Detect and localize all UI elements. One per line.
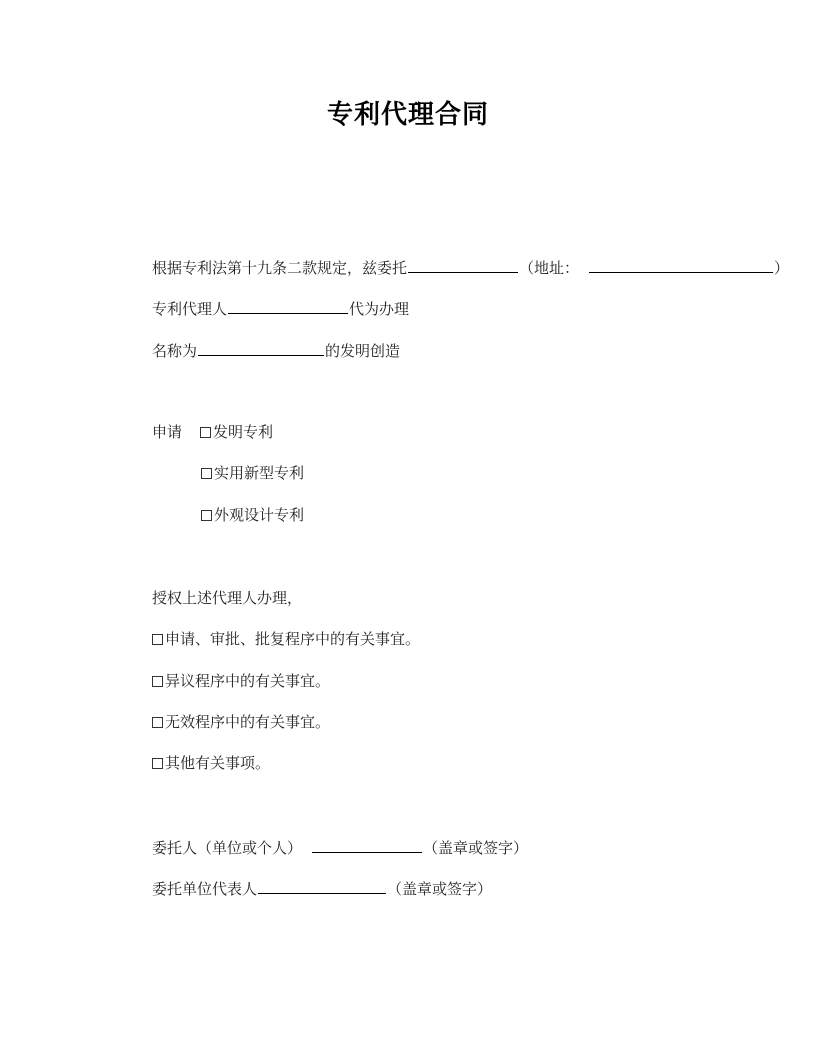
authorization-heading: 授权上述代理人办理， <box>152 589 303 607</box>
intro-text: 根据专利法第十九条二款规定，兹委托 <box>152 259 408 277</box>
signature-representative <box>152 877 492 900</box>
principal-label: 委托人（单位或个人） <box>152 839 303 857</box>
representative-seal-note: （盖章或签字） <box>387 880 493 898</box>
authorization-label: 异议程序中的有关事宜。 <box>165 672 331 690</box>
authorization-label: 无效程序中的有关事宜。 <box>165 713 331 731</box>
option-label: 发明专利 <box>213 423 274 441</box>
authorization-item-3 <box>152 711 330 733</box>
principal-seal-note: （盖章或签字） <box>423 839 529 857</box>
application-row-2 <box>201 462 304 484</box>
invention-name-blank[interactable] <box>198 339 324 356</box>
principal-signature-blank[interactable] <box>312 836 422 853</box>
address-blank[interactable] <box>589 256 773 273</box>
checkbox-opposition[interactable] <box>152 676 163 687</box>
principal-name-blank[interactable] <box>408 256 518 273</box>
intro-line-agent <box>152 297 409 320</box>
application-label: 申请 <box>152 423 183 441</box>
address-open-text: （地址： <box>519 259 580 277</box>
checkbox-design-patent[interactable] <box>201 510 212 521</box>
invention-suffix: 的发明创造 <box>325 342 401 360</box>
page-title: 专利代理合同 <box>326 100 489 130</box>
checkbox-utility-model[interactable] <box>201 468 212 479</box>
address-close-text: ） <box>774 259 790 277</box>
checkbox-invalidation[interactable] <box>152 717 163 728</box>
checkbox-examination[interactable] <box>152 634 163 645</box>
authorization-item-1 <box>152 628 420 650</box>
authorization-label: 其他有关事项。 <box>165 754 271 772</box>
checkbox-other-matters[interactable] <box>152 758 163 769</box>
option-label: 实用新型专利 <box>214 464 305 482</box>
representative-label: 委托单位代表人 <box>152 880 258 898</box>
authorization-item-2 <box>152 670 330 692</box>
agent-suffix: 代为办理 <box>349 300 410 318</box>
application-row-3 <box>201 504 304 526</box>
agent-label: 专利代理人 <box>152 300 228 318</box>
agent-name-blank[interactable] <box>228 297 348 314</box>
authorization-item-4 <box>152 752 270 774</box>
authorization-label: 申请、审批、批复程序中的有关事宜。 <box>165 630 421 648</box>
representative-signature-blank[interactable] <box>258 877 386 894</box>
signature-principal <box>152 836 528 859</box>
option-label: 外观设计专利 <box>214 506 305 524</box>
application-row-1 <box>152 421 273 443</box>
invention-label: 名称为 <box>152 342 198 360</box>
checkbox-invention-patent[interactable] <box>200 427 211 438</box>
intro-line-principal <box>152 256 789 279</box>
intro-line-invention <box>152 339 400 362</box>
